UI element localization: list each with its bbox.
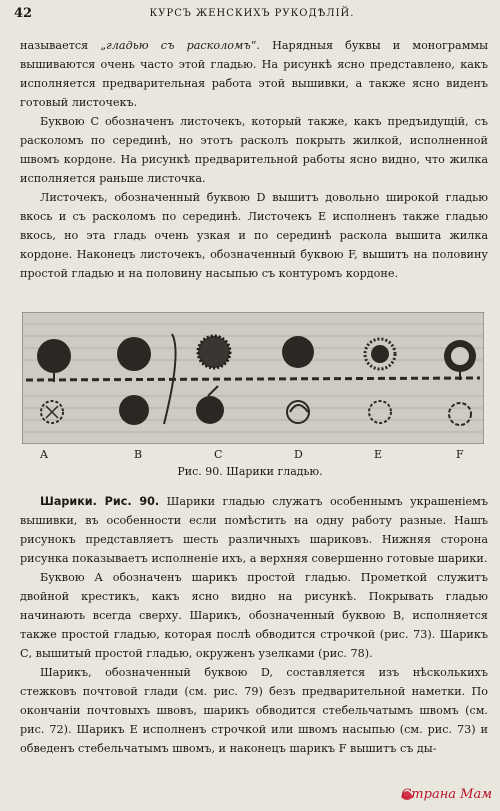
paragraph (20, 36, 488, 112)
embroidery-balls-illustration (22, 312, 484, 444)
watermark-text: Страна Мам (401, 787, 492, 802)
text-block-upper (20, 36, 488, 283)
paragraph (20, 492, 488, 568)
page-number: 42 (14, 6, 33, 21)
figure-letter: B (134, 448, 143, 461)
paragraph-start: называется „ (20, 39, 107, 52)
figure-letter: A (40, 448, 48, 461)
paragraph-continuation: Шарики гладью служатъ особеннымъ украшеніемъ вышивки, въ особенности если помѣстить на одну работу разные. Нашъ рисунокъ представляетъ шесть различныхъ шариковъ. Нижняя сторона рисунка показываетъ исполненіе ихъ, а верхняя совершенно готовые шарики. (20, 495, 488, 565)
figure-caption: Рис. 90. Шарики гладью. (177, 465, 323, 478)
paragraph: Листочекъ, обозначенный буквою D вышитъ довольно широкой гладью вкось и съ расколомъ по серединѣ. Листочекъ Е исполненъ также гладью вкось, но эта гладь очень узкая и по серединѣ раскола вышита жилка кордоне. Наконецъ листочекъ, обозначенный буквою F, вышитъ на половину простой гладью и на половину насыпью съ контуромъ кордоне. (20, 191, 488, 280)
paragraph: Шарикъ, обозначенный буквою D, составляется изъ нѣсколькихъ стежковъ почтовой глади (см. рис. 79) безъ предварительной наметки. По окончаніи почтовыхъ швовъ, шарикъ обводится стебельчатымъ швомъ (см. рис. 72). Шарикъ Е исполненъ строчкой или швомъ насыпью (см. рис. 73) и обведенъ стебельчатымъ швомъ, и наконецъ шарикъ F вышитъ съ ды- (20, 666, 488, 755)
figure-letter: C (214, 448, 223, 461)
paragraph-continuation: “. Нарядныя буквы и монограммы вышиваются очень часто этой гладью. На рисункѣ ясно представлено, какъ исполняется предварительная работа этой вышивки, а также ясно виденъ готовый листочекъ. (20, 39, 488, 109)
italic-term: гладью съ расколомъ (106, 39, 251, 52)
page-header (14, 6, 490, 24)
figure-letter-labels (22, 448, 484, 462)
running-title: КУРСЪ ЖЕНСКИХЪ РУКОДѢЛІЙ. (149, 8, 355, 19)
figure-letter: F (456, 448, 464, 461)
paragraph: Буквою А обозначенъ шарикъ простой гладью. Прометкой служитъ двойной крестикъ, какъ ясно видно на рисункѣ. Покрывать гладью начинають всегда сверху. Шарикъ, обозначенный буквою В, исполняется также простой гладью, которая послѣ обводится строчкой (рис. 73). Шарикъ С, вышитый простой гладью, окруженъ узелками (рис. 78). (20, 571, 488, 660)
figure-letter: E (374, 448, 383, 461)
text-block-lower (20, 492, 488, 758)
section-heading: Шарики. Рис. 90. (40, 495, 160, 508)
paragraph: Буквою С обозначенъ листочекъ, который также, какъ предъидущій, съ расколомъ по серединѣ, но этотъ расколъ покрыть жилкой, исполненной швомъ кордоне. На рисункѣ предварительной работы ясно видно, что жилка исполняется раньше листочка. (20, 115, 488, 185)
figure-letter: D (294, 448, 303, 461)
